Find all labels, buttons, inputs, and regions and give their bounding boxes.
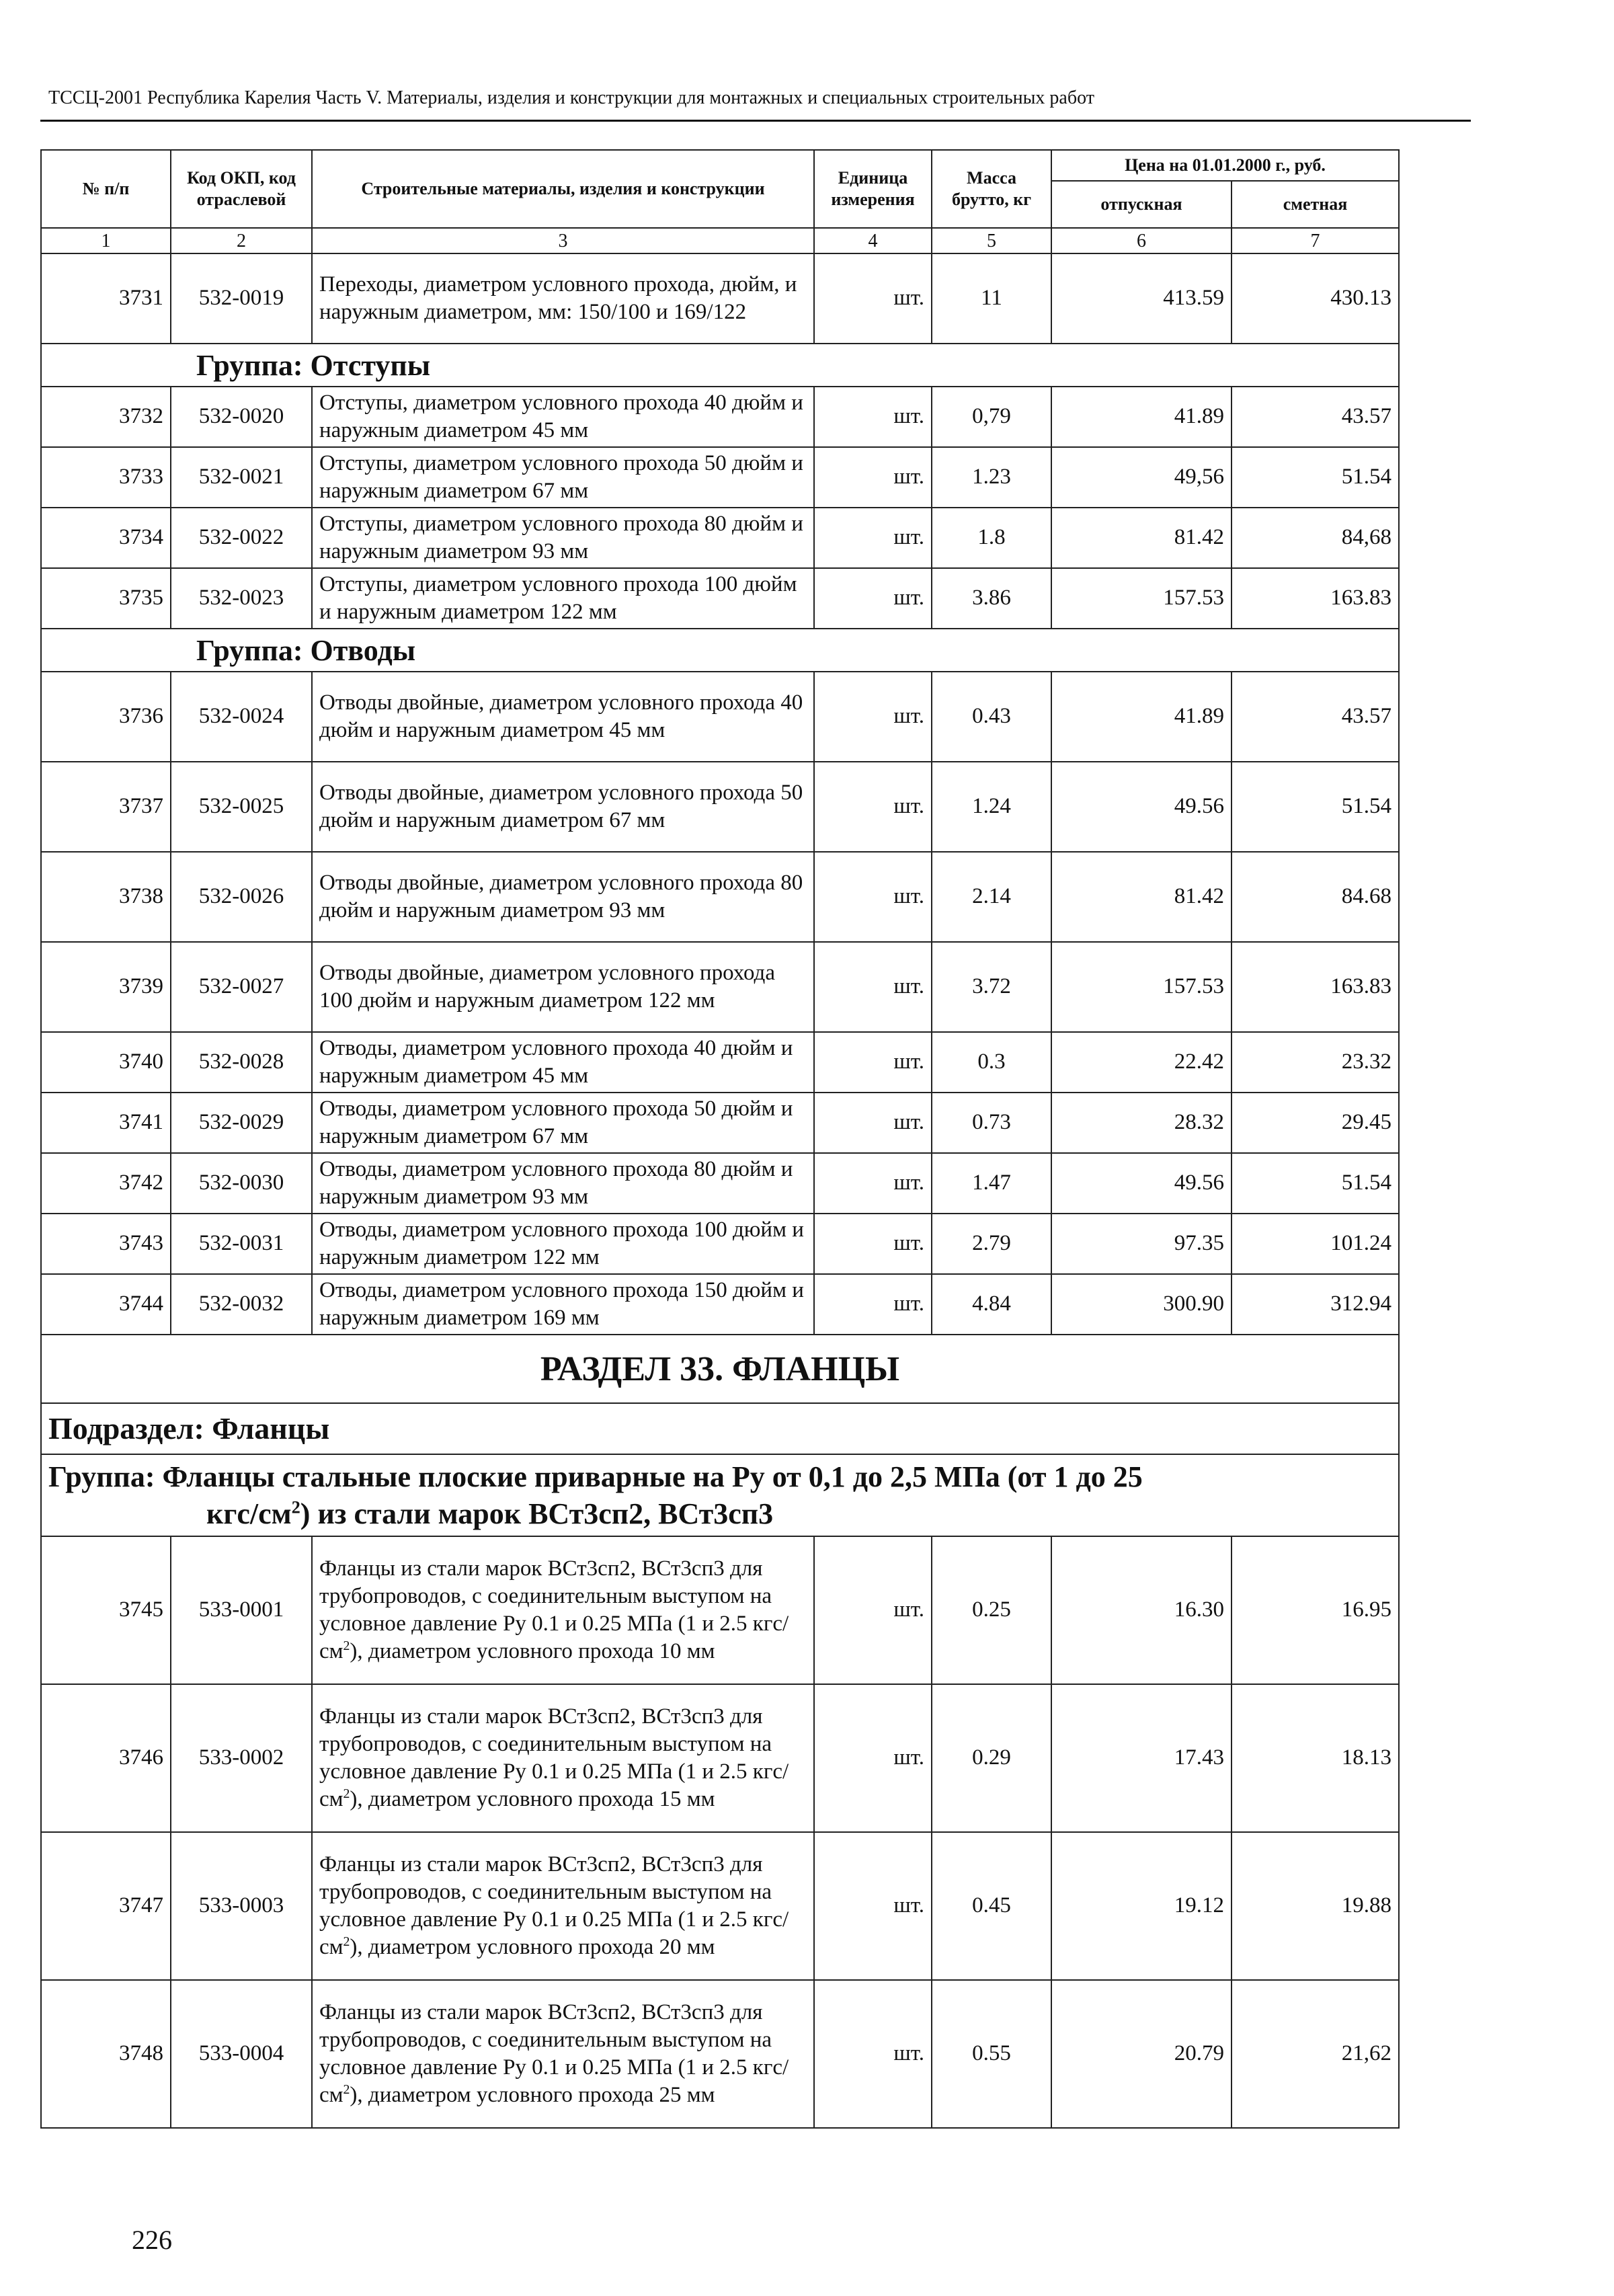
subsection-heading: [41, 1403, 1399, 1454]
row-description-b: ), диаметром условного прохода 10 мм: [350, 1639, 715, 1664]
row-unit: шт.: [814, 1153, 932, 1214]
col-index: 7: [1232, 228, 1399, 253]
row-price-estimate: 51.54: [1232, 762, 1399, 852]
row-unit: шт.: [814, 1274, 932, 1335]
group-prefix: Группа:: [196, 348, 303, 382]
row-unit: шт.: [814, 387, 932, 447]
col-header-release: отпускная: [1051, 181, 1232, 228]
table-row: [41, 1093, 1399, 1153]
row-unit: шт.: [814, 762, 932, 852]
col-index: 5: [932, 228, 1051, 253]
row-mass: 0.45: [932, 1832, 1051, 1980]
col-header-name: Строительные материалы, изделия и конструкции: [312, 150, 814, 228]
row-number: 3747: [41, 1832, 171, 1980]
row-price-estimate: 21,62: [1232, 1980, 1399, 2128]
row-unit: шт.: [814, 447, 932, 508]
row-code: 533-0001: [171, 1536, 312, 1684]
price-table: [40, 149, 1400, 2129]
row-number: 3732: [41, 387, 171, 447]
row-unit: шт.: [814, 942, 932, 1032]
row-price-estimate: 23.32: [1232, 1032, 1399, 1093]
row-description: Отводы, диаметром условного прохода 40 дюйм и наружным диаметром 45 мм: [312, 1032, 814, 1093]
row-mass: 1.24: [932, 762, 1051, 852]
row-code: 532-0026: [171, 852, 312, 942]
row-unit: шт.: [814, 1684, 932, 1832]
row-unit: шт.: [814, 1214, 932, 1274]
row-number: 3736: [41, 672, 171, 762]
table-row: [41, 672, 1399, 762]
row-code: 532-0024: [171, 672, 312, 762]
group-prefix: Группа:: [48, 1460, 155, 1493]
row-number: 3739: [41, 942, 171, 1032]
group-name: Отступы: [310, 348, 431, 382]
row-price-estimate: 29.45: [1232, 1093, 1399, 1153]
row-price-estimate: 101.24: [1232, 1214, 1399, 1274]
row-description-sup: 2: [343, 1786, 350, 1802]
row-number: 3733: [41, 447, 171, 508]
table-row: [41, 852, 1399, 942]
col-index: 1: [41, 228, 171, 253]
row-unit: шт.: [814, 852, 932, 942]
section-title: РАЗДЕЛ 33. ФЛАНЦЫ: [41, 1335, 1399, 1403]
group-line-2-a: кгс/см: [206, 1497, 292, 1530]
table-row: [41, 1684, 1399, 1832]
row-mass: 2.14: [932, 852, 1051, 942]
row-price-release: 19.12: [1051, 1832, 1232, 1980]
row-mass: 0.25: [932, 1536, 1051, 1684]
col-index: 2: [171, 228, 312, 253]
row-price-release: 49.56: [1051, 1153, 1232, 1214]
row-code: 532-0030: [171, 1153, 312, 1214]
row-description-b: ), диаметром условного прохода 20 мм: [350, 1935, 715, 1960]
row-unit: шт.: [814, 1093, 932, 1153]
row-price-release: 97.35: [1051, 1214, 1232, 1274]
row-price-release: 81.42: [1051, 508, 1232, 568]
row-mass: 3.72: [932, 942, 1051, 1032]
row-unit: шт.: [814, 508, 932, 568]
row-mass: 0.43: [932, 672, 1051, 762]
row-unit: шт.: [814, 253, 932, 344]
row-price-release: 22.42: [1051, 1032, 1232, 1093]
row-number: 3740: [41, 1032, 171, 1093]
row-code: 532-0021: [171, 447, 312, 508]
row-description: Отводы двойные, диаметром условного прохода 80 дюйм и наружным диаметром 93 мм: [312, 852, 814, 942]
row-description: Отступы, диаметром условного прохода 40 дюйм и наружным диаметром 45 мм: [312, 387, 814, 447]
row-price-release: 157.53: [1051, 568, 1232, 629]
row-description-b: ), диаметром условного прохода 25 мм: [350, 2083, 715, 2108]
row-price-release: 157.53: [1051, 942, 1232, 1032]
group-line-1: Фланцы стальные плоские приварные на Ру от 0,1 до 2,5 МПа (от 1 до 25: [162, 1460, 1143, 1493]
row-number: 3744: [41, 1274, 171, 1335]
subsection-prefix: Подраздел:: [48, 1411, 204, 1446]
col-header-unit: Единица измерения: [814, 150, 932, 228]
row-code: 532-0025: [171, 762, 312, 852]
row-code: 532-0023: [171, 568, 312, 629]
row-mass: 0,79: [932, 387, 1051, 447]
row-description-b: ), диаметром условного прохода 15 мм: [350, 1787, 715, 1812]
table-row: [41, 447, 1399, 508]
col-header-estimate: сметная: [1232, 181, 1399, 228]
row-code: 532-0029: [171, 1093, 312, 1153]
row-number: 3734: [41, 508, 171, 568]
row-description: Отводы двойные, диаметром условного прохода 40 дюйм и наружным диаметром 45 мм: [312, 672, 814, 762]
table-row: [41, 942, 1399, 1032]
row-unit: шт.: [814, 1832, 932, 1980]
row-description-a: Фланцы из стали марок ВСт3сп2, ВСт3сп3 для трубопроводов, с соединительным выступом на условное давление Ру 0.1 и 0.25 МПа (1 и 2.5 кгс/см: [319, 2000, 789, 2108]
col-index: 4: [814, 228, 932, 253]
row-mass: 1.23: [932, 447, 1051, 508]
row-description: Отступы, диаметром условного прохода 80 дюйм и наружным диаметром 93 мм: [312, 508, 814, 568]
row-code: 533-0003: [171, 1832, 312, 1980]
row-description: Отводы, диаметром условного прохода 150 дюйм и наружным диаметром 169 мм: [312, 1274, 814, 1335]
table-row: [41, 508, 1399, 568]
column-index-row: [41, 228, 1399, 253]
group-line-2: [48, 1495, 1391, 1532]
row-unit: шт.: [814, 1536, 932, 1684]
col-index: 6: [1051, 228, 1232, 253]
row-price-release: 49.56: [1051, 762, 1232, 852]
col-header-code: Код ОКП, код отраслевой: [171, 150, 312, 228]
row-description: [312, 1980, 814, 2128]
row-price-release: 16.30: [1051, 1536, 1232, 1684]
row-description-a: Фланцы из стали марок ВСт3сп2, ВСт3сп3 для трубопроводов, с соединительным выступом на условное давление Ру 0.1 и 0.25 МПа (1 и 2.5 кгс/см: [319, 1852, 789, 1960]
row-code: 532-0032: [171, 1274, 312, 1335]
row-price-estimate: 51.54: [1232, 1153, 1399, 1214]
page-number: 226: [132, 2225, 172, 2255]
row-number: 3743: [41, 1214, 171, 1274]
row-description: Отводы, диаметром условного прохода 100 дюйм и наружным диаметром 122 мм: [312, 1214, 814, 1274]
running-header: ТССЦ-2001 Республика Карелия Часть V. Материалы, изделия и конструкции для монтажных и специальных строительных работ: [48, 87, 1094, 108]
row-number: 3735: [41, 568, 171, 629]
table-row: [41, 1032, 1399, 1093]
row-price-release: 300.90: [1051, 1274, 1232, 1335]
col-header-mass: Масса брутто, кг: [932, 150, 1051, 228]
row-code: 533-0002: [171, 1684, 312, 1832]
row-description-sup: 2: [343, 1638, 350, 1654]
row-price-estimate: 84,68: [1232, 508, 1399, 568]
row-description: Отводы двойные, диаметром условного прохода 50 дюйм и наружным диаметром 67 мм: [312, 762, 814, 852]
row-price-release: 49,56: [1051, 447, 1232, 508]
row-mass: 1.47: [932, 1153, 1051, 1214]
row-mass: 0.3: [932, 1032, 1051, 1093]
row-description: Переходы, диаметром условного прохода, дюйм, и наружным диаметром, мм: 150/100 и 169/122: [312, 253, 814, 344]
row-price-estimate: 430.13: [1232, 253, 1399, 344]
row-number: 3742: [41, 1153, 171, 1214]
row-number: 3748: [41, 1980, 171, 2128]
table-row: [41, 1980, 1399, 2128]
row-price-release: 17.43: [1051, 1684, 1232, 1832]
row-price-release: 81.42: [1051, 852, 1232, 942]
row-description: Отступы, диаметром условного прохода 100 дюйм и наружным диаметром 122 мм: [312, 568, 814, 629]
col-index: 3: [312, 228, 814, 253]
table-header: [41, 150, 1399, 253]
section-heading: [41, 1335, 1399, 1403]
row-number: 3738: [41, 852, 171, 942]
row-mass: 3.86: [932, 568, 1051, 629]
row-mass: 1.8: [932, 508, 1051, 568]
row-code: 532-0027: [171, 942, 312, 1032]
row-price-estimate: 43.57: [1232, 672, 1399, 762]
col-header-num: № п/п: [41, 150, 171, 228]
row-price-release: 413.59: [1051, 253, 1232, 344]
row-description-a: Фланцы из стали марок ВСт3сп2, ВСт3сп3 для трубопроводов, с соединительным выступом на условное давление Ру 0.1 и 0.25 МПа (1 и 2.5 кгс/см: [319, 1556, 789, 1664]
row-price-release: 41.89: [1051, 672, 1232, 762]
group-prefix: Группа:: [196, 633, 303, 667]
table-row: [41, 253, 1399, 344]
group-heading-otvody: [41, 629, 1399, 672]
row-price-release: 41.89: [1051, 387, 1232, 447]
row-price-estimate: 51.54: [1232, 447, 1399, 508]
row-code: 533-0004: [171, 1980, 312, 2128]
col-header-price: Цена на 01.01.2000 г., руб.: [1051, 150, 1399, 181]
table-row: [41, 568, 1399, 629]
row-mass: 4.84: [932, 1274, 1051, 1335]
group-line-2-b: ) из стали марок ВСт3сп2, ВСт3сп3: [300, 1497, 774, 1530]
row-mass: 0.73: [932, 1093, 1051, 1153]
row-price-estimate: 18.13: [1232, 1684, 1399, 1832]
subsection-name: Фланцы: [212, 1411, 330, 1446]
table-row: [41, 1536, 1399, 1684]
row-price-estimate: 163.83: [1232, 942, 1399, 1032]
row-unit: шт.: [814, 1980, 932, 2128]
row-code: 532-0022: [171, 508, 312, 568]
row-number: 3746: [41, 1684, 171, 1832]
row-mass: 11: [932, 253, 1051, 344]
row-description: Отводы, диаметром условного прохода 80 дюйм и наружным диаметром 93 мм: [312, 1153, 814, 1214]
row-mass: 0.29: [932, 1684, 1051, 1832]
row-description: Отступы, диаметром условного прохода 50 дюйм и наружным диаметром 67 мм: [312, 447, 814, 508]
row-description-a: Фланцы из стали марок ВСт3сп2, ВСт3сп3 для трубопроводов, с соединительным выступом на условное давление Ру 0.1 и 0.25 МПа (1 и 2.5 кгс/см: [319, 1704, 789, 1812]
header-rule: [40, 120, 1471, 122]
row-price-estimate: 16.95: [1232, 1536, 1399, 1684]
row-number: 3731: [41, 253, 171, 344]
row-description-sup: 2: [343, 1934, 350, 1950]
row-unit: шт.: [814, 568, 932, 629]
table-row: [41, 1832, 1399, 1980]
row-number: 3737: [41, 762, 171, 852]
row-price-release: 28.32: [1051, 1093, 1232, 1153]
group-heading-flanges: [41, 1454, 1399, 1536]
row-mass: 2.79: [932, 1214, 1051, 1274]
row-description-sup: 2: [343, 2082, 350, 2098]
row-price-estimate: 84.68: [1232, 852, 1399, 942]
group-name: Отводы: [310, 633, 416, 667]
row-description: Отводы двойные, диаметром условного прохода 100 дюйм и наружным диаметром 122 мм: [312, 942, 814, 1032]
table-row: [41, 762, 1399, 852]
row-price-release: 20.79: [1051, 1980, 1232, 2128]
row-number: 3741: [41, 1093, 171, 1153]
row-price-estimate: 163.83: [1232, 568, 1399, 629]
row-price-estimate: 19.88: [1232, 1832, 1399, 1980]
row-unit: шт.: [814, 1032, 932, 1093]
table-row: [41, 1214, 1399, 1274]
row-price-estimate: 312.94: [1232, 1274, 1399, 1335]
row-code: 532-0019: [171, 253, 312, 344]
row-code: 532-0028: [171, 1032, 312, 1093]
table-row: [41, 1153, 1399, 1214]
row-description: [312, 1832, 814, 1980]
row-mass: 0.55: [932, 1980, 1051, 2128]
row-unit: шт.: [814, 672, 932, 762]
row-description: [312, 1684, 814, 1832]
table-row: [41, 387, 1399, 447]
row-price-estimate: 43.57: [1232, 387, 1399, 447]
table-row: [41, 1274, 1399, 1335]
group-line-2-sup: 2: [291, 1497, 300, 1517]
row-description: [312, 1536, 814, 1684]
row-description: Отводы, диаметром условного прохода 50 дюйм и наружным диаметром 67 мм: [312, 1093, 814, 1153]
row-code: 532-0031: [171, 1214, 312, 1274]
row-number: 3745: [41, 1536, 171, 1684]
group-heading-otstupy: [41, 344, 1399, 387]
row-code: 532-0020: [171, 387, 312, 447]
